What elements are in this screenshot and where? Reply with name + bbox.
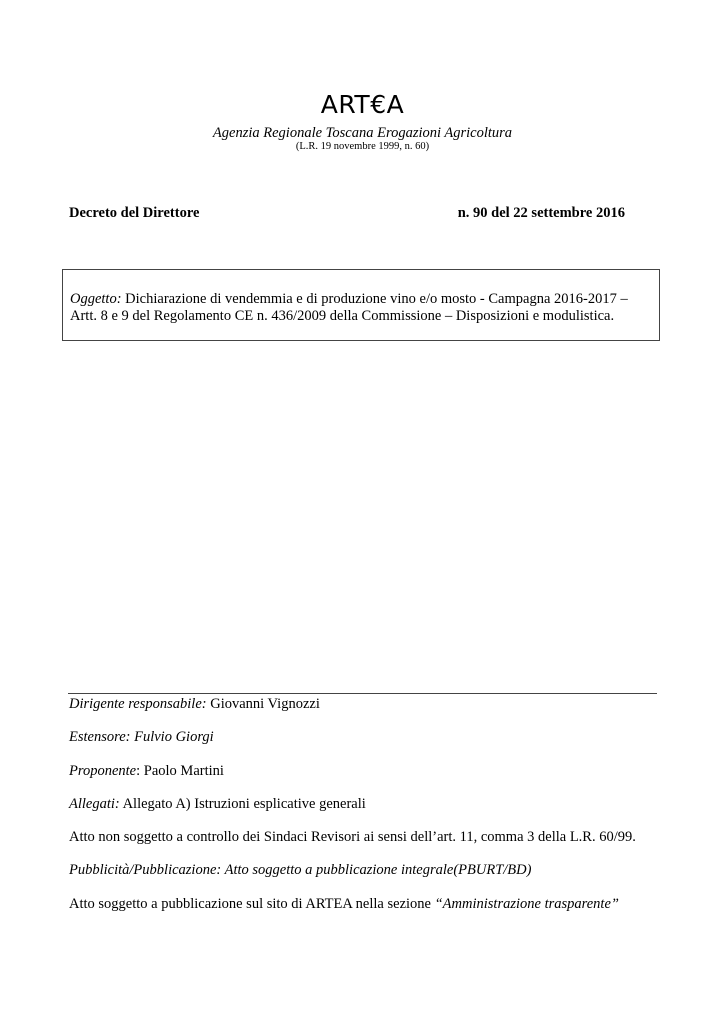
proponente-value: : Paolo Martini (136, 763, 224, 779)
dirigente-label: Dirigente responsabile: (69, 696, 207, 712)
decree-title: Decreto del Direttore (69, 205, 200, 221)
controllo-line: Atto non soggetto a controllo dei Sindaci Revisori ai sensi dell’art. 11, comma 3 della L.R. 60/99. (69, 829, 636, 845)
sito-section: “Amministrazione trasparente” (434, 896, 619, 912)
proponente-line (69, 763, 224, 780)
dirigente-value: Giovanni Vignozzi (206, 696, 320, 712)
sito-text: Atto soggetto a pubblicazione sul sito di ARTEA nella sezione (69, 896, 435, 912)
subject-text-1: Dichiarazione di vendemmia e di produzione vino e/o mosto - Campagna 2016-2017 – (121, 291, 628, 307)
agency-name: Agenzia Regionale Toscana Erogazioni Agricoltura (212, 125, 513, 141)
dirigente-line (69, 696, 320, 713)
sito-line (69, 896, 619, 913)
subject-line-2: Artt. 8 e 9 del Regolamento CE n. 436/2009 della Commissione – Disposizioni e modulistica. (70, 308, 615, 324)
footer-divider (68, 693, 657, 694)
subject-line-1 (70, 291, 651, 308)
allegati-value: Allegato A) Istruzioni esplicative generali (119, 796, 366, 812)
subject-label: Oggetto: (70, 291, 122, 307)
pubblicazione-line: Pubblicità/Pubblicazione: Atto soggetto a pubblicazione integrale(PBURT/BD) (69, 862, 532, 878)
allegati-line (69, 796, 366, 813)
estensore-line: Estensore: Fulvio Giorgi (69, 729, 214, 745)
decree-number-date: n. 90 del 22 settembre 2016 (457, 205, 625, 221)
proponente-label: Proponente (69, 763, 137, 779)
allegati-label: Allegati: (69, 796, 120, 812)
subject-box (62, 269, 660, 341)
artea-logo: ART€A (320, 90, 405, 119)
law-reference: (L.R. 19 novembre 1999, n. 60) (295, 141, 430, 152)
